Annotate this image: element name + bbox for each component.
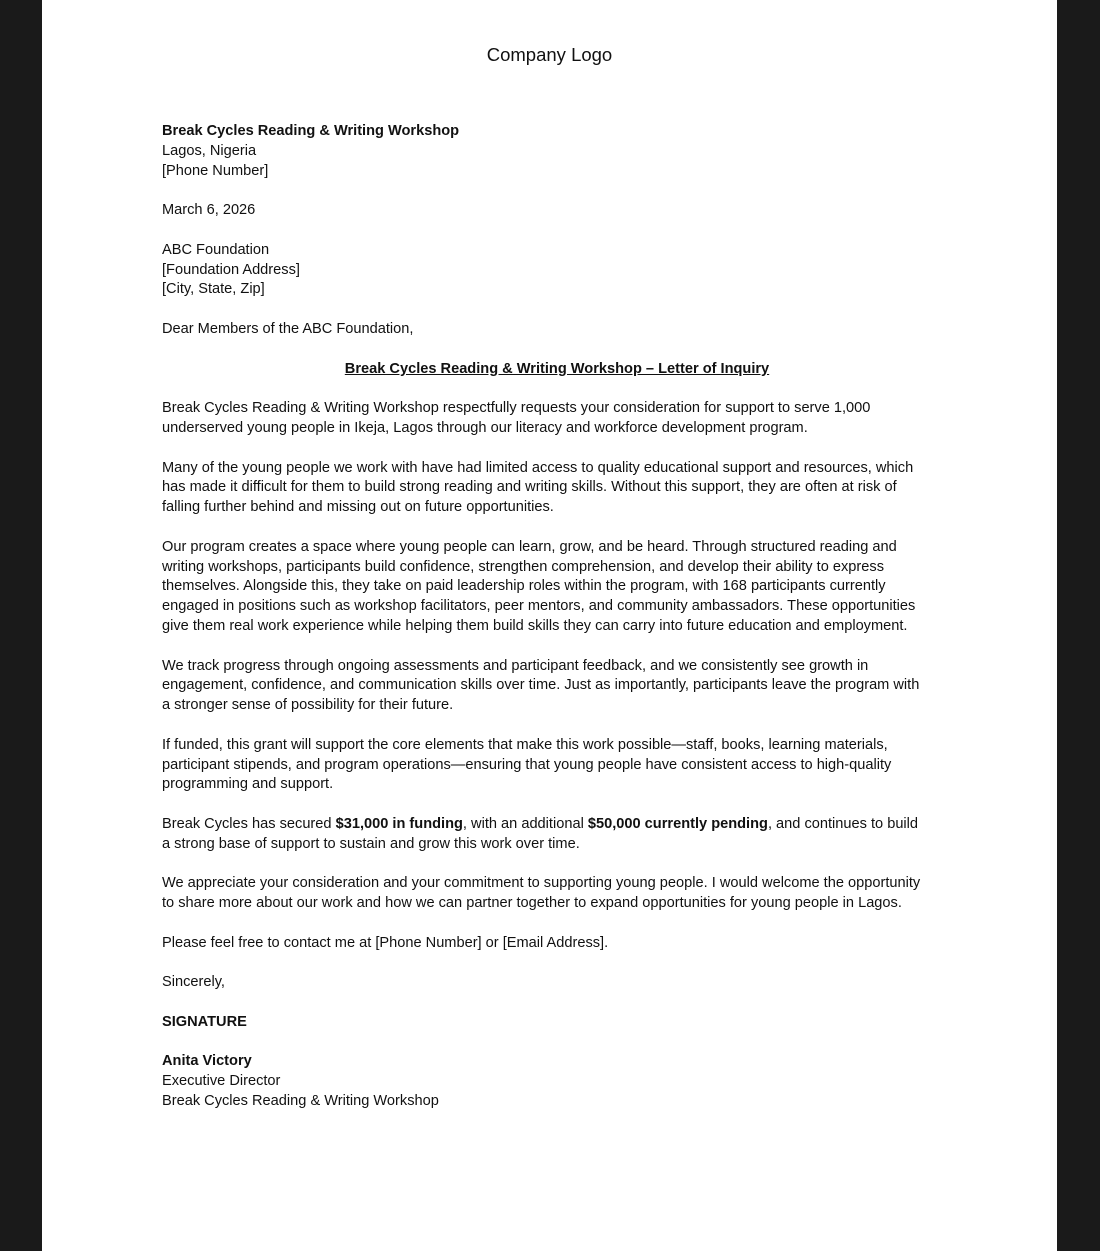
signer-title: Executive Director [162,1073,281,1090]
paragraph-appreciation [162,874,952,914]
paragraph-program [162,538,952,637]
sender-name: Break Cycles Reading & Writing Workshop [162,123,460,139]
paragraph-line: has made it difficult for them to build strong reading and writing skills. Without this support, they are often at risk of [162,479,897,496]
pending-funding-amount: $50,000 currently pending [587,815,768,832]
sender-location: Lagos, Nigeria [162,142,257,159]
sender-block [162,122,952,181]
signer-block [162,1052,952,1111]
paragraph-line: themselves. Alongside this, they take on paid leadership roles within the program, with 168 participants currently [162,578,886,595]
paragraph-line: falling further behind and missing out on future opportunities. [162,499,554,516]
document-page [42,0,1057,1251]
paragraph-line: to share more about our work and how we can partner together to expand opportunities for young people in Lagos. [162,895,902,912]
secured-funding-amount: $31,000 in funding [335,815,463,832]
text-run: , and continues to build [767,815,919,832]
paragraph-line: engaged in positions such as workshop facilitators, peer mentors, and community ambassadors. These opportunities [162,598,916,615]
letter-body [162,122,952,1132]
subject-line: Break Cycles Reading & Writing Workshop – Letter of Inquiry [344,360,770,377]
paragraph-need [162,459,952,518]
paragraph-funding-status [162,815,952,855]
recipient-address: [Foundation Address] [162,261,300,278]
sender-phone: [Phone Number] [162,162,269,179]
salutation: Dear Members of the ABC Foundation, [162,320,414,337]
paragraph-line: underserved young people in Ikeja, Lagos through our literacy and workforce development program. [162,419,808,436]
paragraph-funding-use [162,736,952,795]
paragraph-line: If funded, this grant will support the core elements that make this work possible—staff, books, learning materials, [162,736,888,753]
paragraph-line: We appreciate your consideration and your commitment to supporting young people. I would welcome the opportunity [162,875,921,892]
paragraph-line: a strong base of support to sustain and grow this work over time. [162,835,580,852]
paragraph-line: writing workshops, participants build confidence, strengthen comprehension, and develop their ability to express [162,558,884,575]
recipient-name: ABC Foundation [162,241,270,258]
paragraph-line: programming and support. [162,776,334,793]
company-logo-placeholder: Company Logo [486,44,613,65]
signer-org: Break Cycles Reading & Writing Workshop [162,1093,439,1110]
paragraph-line: participant stipends, and program operations—ensuring that young people have consistent access to high-quality [162,756,892,773]
signer-name: Anita Victory [162,1053,252,1070]
paragraph-line: engagement, confidence, and communication skills over time. Just as importantly, participants leave the program with [162,677,920,694]
paragraph-line: We track progress through ongoing assessments and participant feedback, and we consistently see growth in [162,657,869,674]
signature-placeholder: SIGNATURE [162,1013,247,1030]
paragraph-line: Our program creates a space where young people can learn, grow, and be heard. Through structured reading and [162,538,897,555]
paragraph-line: give them real work experience while helping them build skills they can carry into future education and employment. [162,617,908,634]
paragraph-contact: Please feel free to contact me at [Phone Number] or [Email Address]. [162,934,609,951]
closing: Sincerely, [162,974,225,991]
letter-date: March 6, 2026 [162,202,256,219]
paragraph-intro [162,399,952,439]
paragraph-line: a stronger sense of possibility for their future. [162,697,454,714]
paragraph-progress [162,657,952,716]
recipient-city: [City, State, Zip] [162,281,265,298]
recipient-block [162,241,952,300]
paragraph-line [162,815,952,835]
paragraph-line: Break Cycles Reading & Writing Workshop respectfully requests your consideration for support to serve 1,000 [162,400,871,417]
text-run: , with an additional [462,815,588,832]
text-run: Break Cycles has secured [162,815,336,832]
paragraph-line: Many of the young people we work with have had limited access to quality educational support and resources, which [162,459,914,476]
